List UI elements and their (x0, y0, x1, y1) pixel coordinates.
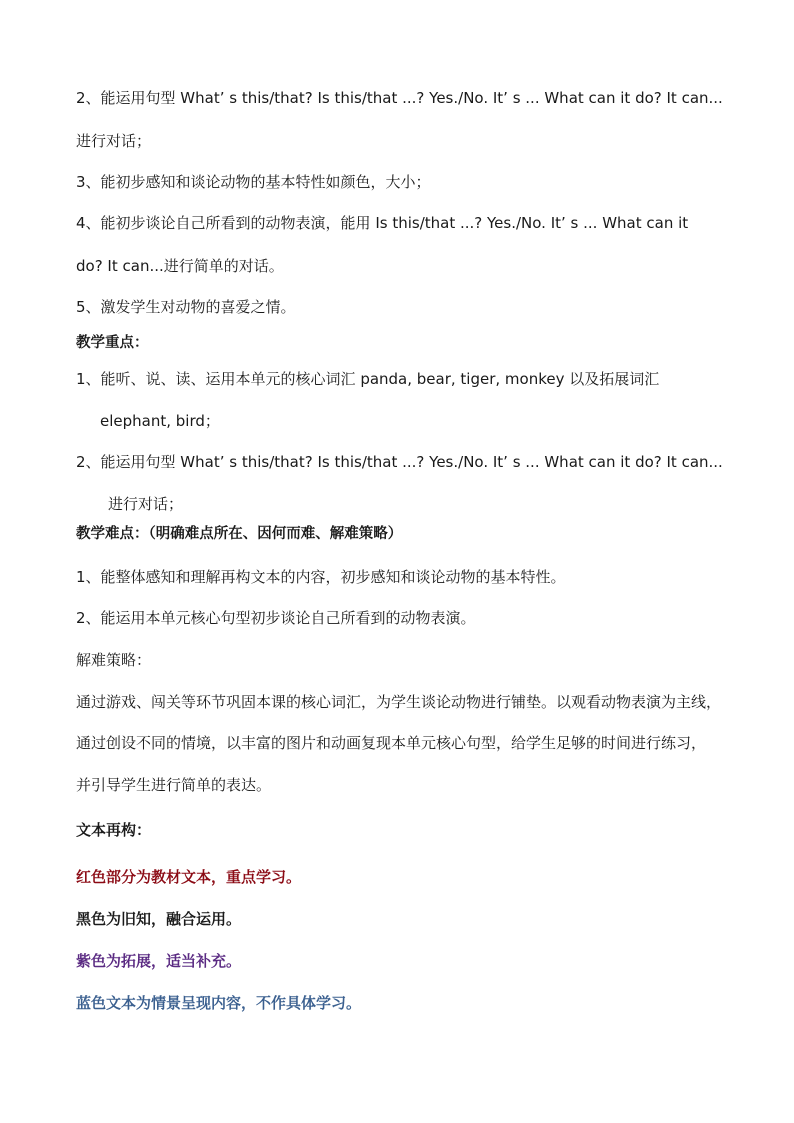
difficulty-2: 2、能运用本单元核心句型初步谈论自己所看到的动物表演。 (76, 609, 476, 627)
legend-purple: 紫色为拓展，适当补充。 (76, 952, 242, 970)
strategy-line-2: 通过创设不同的情境，以丰富的图片和动画复现本单元核心句型，给学生足够的时间进行练习， (76, 734, 707, 752)
legend-red: 红色部分为教材文本，重点学习。 (76, 868, 302, 886)
objective-2-line-2: 进行对话； (76, 132, 152, 150)
key-point-2-line-2: 进行对话； (108, 495, 184, 513)
strategy-line-1: 通过游戏、闯关等环节巩固本课的核心词汇，为学生谈论动物进行铺垫。以观看动物表演为主线， (76, 693, 722, 711)
objective-2-line-1: 2、能运用句型 What’ s this/that? Is this/that ...? Yes./No. It’ s ... What can it do? It can... (76, 89, 723, 107)
difficulty-1: 1、能整体感知和理解再构文本的内容，初步感知和谈论动物的基本特性。 (76, 568, 566, 586)
objective-4-line-1: 4、能初步谈论自己所看到的动物表演，能用 Is this/that ...? Yes./No. It’ s ... What can it (76, 214, 689, 232)
key-point-2-line-1: 2、能运用句型 What’ s this/that? Is this/that ...? Yes./No. It’ s ... What can it do? It can... (76, 453, 723, 471)
strategy-label: 解难策略： (76, 651, 152, 669)
legend-black: 黑色为旧知，融合运用。 (76, 910, 242, 928)
key-point-1-line-2: elephant, bird； (100, 412, 220, 430)
text-rebuild-heading: 文本再构： (76, 821, 152, 839)
objective-5: 5、激发学生对动物的喜爱之情。 (76, 298, 296, 316)
key-point-1-line-1: 1、能听、说、读、运用本单元的核心词汇 panda, bear, tiger, monkey 以及拓展词汇 (76, 370, 660, 388)
objective-3: 3、能初步感知和谈论动物的基本特性如颜色，大小； (76, 173, 431, 191)
objective-4-line-2: do? It can...进行简单的对话。 (76, 257, 284, 275)
legend-blue: 蓝色文本为情景呈现内容，不作具体学习。 (76, 994, 362, 1012)
strategy-line-3: 并引导学生进行简单的表达。 (76, 776, 272, 794)
key-points-heading: 教学重点： (76, 335, 149, 351)
difficulties-heading: 教学难点：（明确难点所在、因何而难、解难策略） (76, 526, 403, 542)
